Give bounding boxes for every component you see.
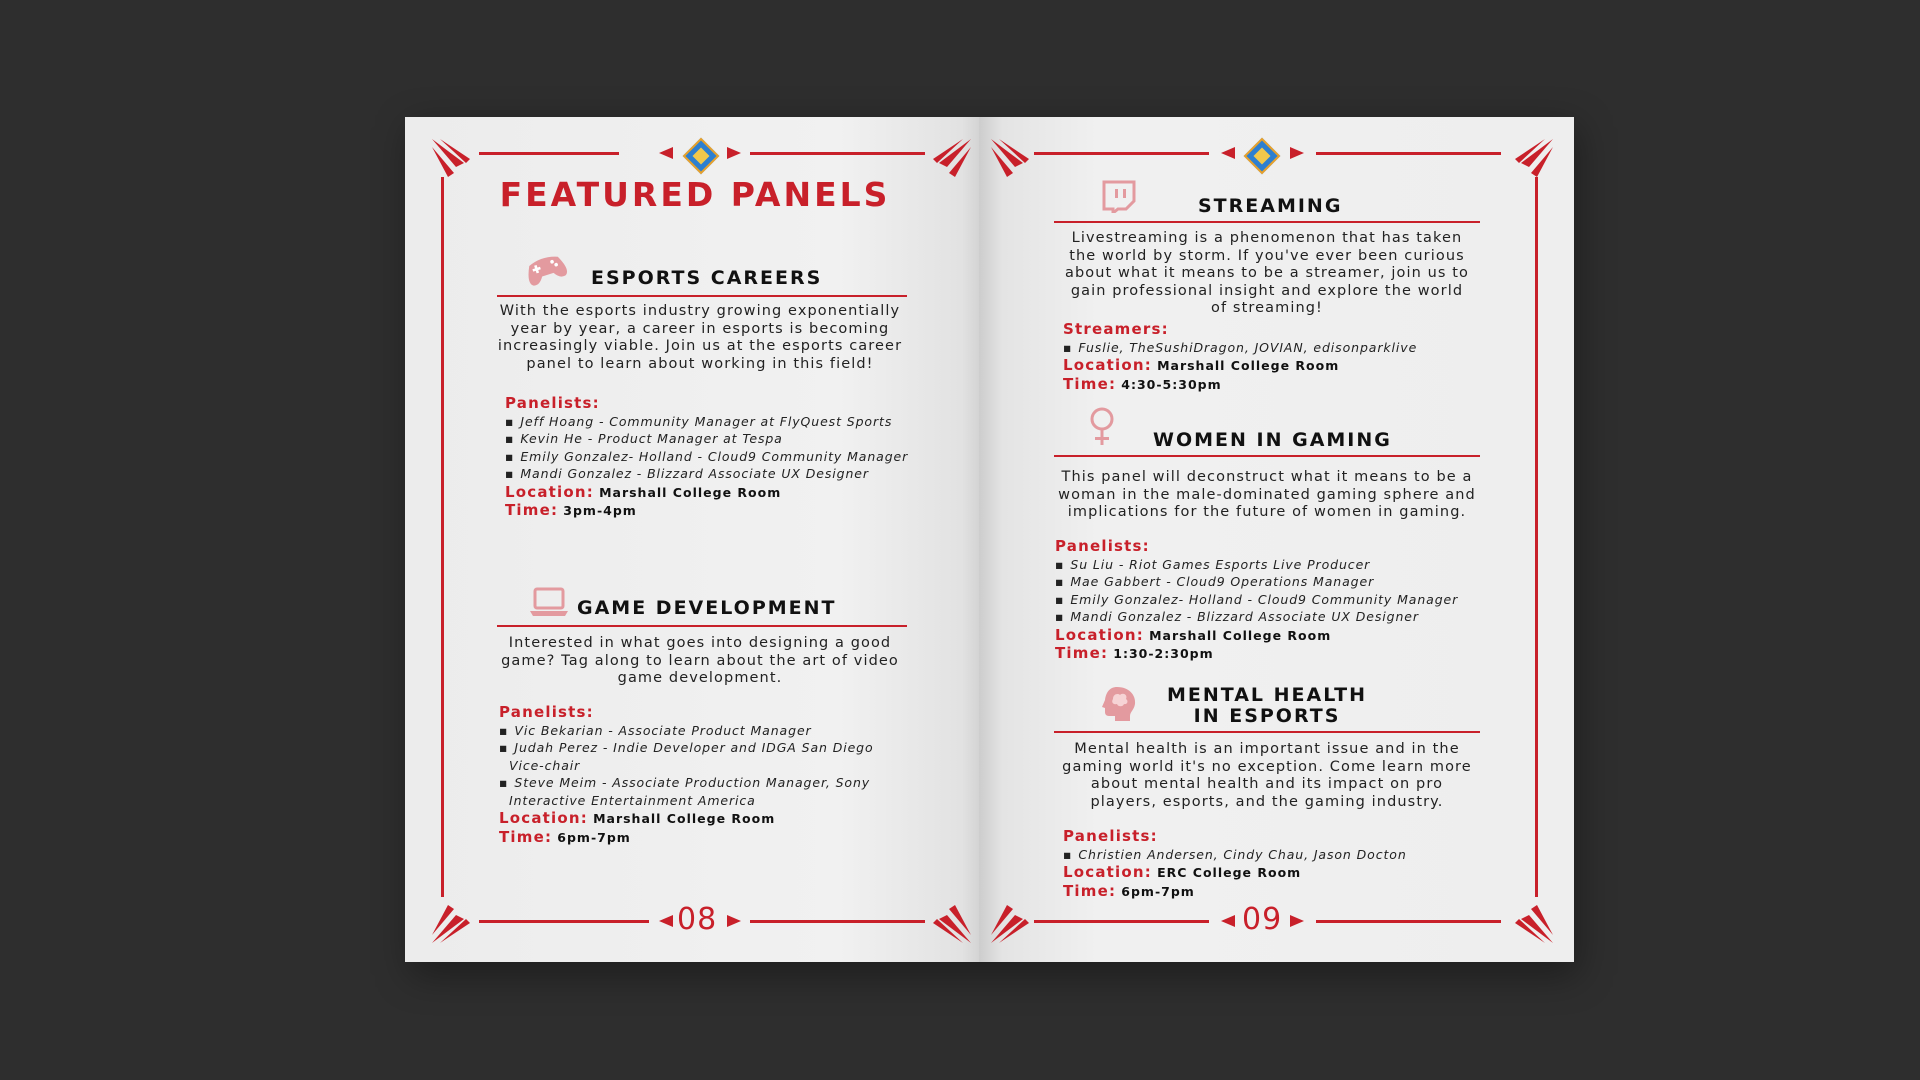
page-number: 09	[1242, 902, 1283, 937]
section-description: This panel will deconstruct what it means to be a woman in the male-dominated gaming sphere and implications for the future of women in gaming.	[1058, 469, 1476, 520]
frame-bottom-line-left	[479, 920, 649, 923]
list-item: ▪ Steve Meim - Associate Production Manager, Sony Interactive Entertainment America	[499, 774, 874, 809]
list-item: ▪ Fuslie, TheSushiDragon, JOVIAN, edisonparklive	[1063, 339, 1417, 357]
time-label: Time:	[1063, 374, 1117, 393]
list-item: ▪ Mandi Gonzalez - Blizzard Associate UX Designer	[505, 465, 908, 483]
panelist-list	[1055, 556, 1458, 626]
panel-details	[1063, 320, 1417, 393]
frame-bottom-arrow-right	[1290, 915, 1304, 927]
page-number: 08	[677, 902, 718, 937]
section-heading-game-development: GAME DEVELOPMENT	[577, 597, 837, 619]
section-rule	[497, 625, 907, 627]
panelists-label: Panelists:	[499, 703, 594, 721]
frame-top-line-left	[479, 152, 619, 155]
frame-right-line	[1535, 177, 1538, 897]
list-item: ▪ Mandi Gonzalez - Blizzard Associate UX Designer	[1055, 608, 1458, 626]
frame-top-line-left	[1034, 152, 1209, 155]
frame-top-line-right	[1316, 152, 1501, 155]
list-item: ▪ Emily Gonzalez- Holland - Cloud9 Community Manager	[505, 448, 908, 466]
panelists-label: Panelists:	[1055, 537, 1150, 555]
corner-ornament-icon	[925, 897, 973, 945]
time-label: Time:	[499, 827, 553, 846]
gamepad-icon	[523, 251, 569, 287]
location-value: Marshall College Room	[1149, 627, 1332, 643]
frame-bottom-line-right	[750, 920, 925, 923]
frame-top-arrow-left	[659, 147, 673, 159]
location-value: Marshall College Room	[599, 484, 782, 500]
location-value: Marshall College Room	[593, 811, 776, 826]
list-item: ▪ Vic Bekarian - Associate Product Manager	[499, 722, 874, 740]
list-item: ▪ Christien Andersen, Cindy Chau, Jason Docton	[1063, 846, 1407, 864]
list-item: ▪ Su Liu - Riot Games Esports Live Producer	[1055, 556, 1458, 574]
panelists-label: Panelists:	[1063, 827, 1158, 845]
time-value: 4:30-5:30pm	[1121, 376, 1222, 392]
frame-left-line	[441, 177, 444, 897]
logo-diamond-icon	[683, 138, 720, 175]
section-heading-streaming: STREAMING	[1198, 195, 1343, 217]
corner-ornament-icon	[989, 897, 1037, 945]
time-label: Time:	[1055, 644, 1109, 662]
list-item: ▪ Judah Perez - Indie Developer and IDGA San Diego Vice-chair	[499, 739, 874, 774]
time-value: 6pm-7pm	[1121, 883, 1195, 899]
panel-details	[1063, 827, 1407, 900]
frame-top-arrow-right	[1290, 147, 1304, 159]
streamers-label: Streamers:	[1063, 320, 1169, 338]
time-value: 6pm-7pm	[557, 829, 631, 845]
list-item: ▪ Emily Gonzalez- Holland - Cloud9 Community Manager	[1055, 591, 1458, 609]
section-rule	[1054, 221, 1480, 223]
section-rule	[497, 295, 907, 297]
streamer-list	[1063, 339, 1417, 357]
list-item: ▪ Mae Gabbert - Cloud9 Operations Manager	[1055, 573, 1458, 591]
logo-diamond-icon	[1244, 138, 1281, 175]
time-value: 1:30-2:30pm	[1113, 646, 1214, 661]
frame-bottom-arrow-left	[659, 915, 673, 927]
frame-top-line-right	[750, 152, 925, 155]
location-label: Location:	[1063, 863, 1152, 881]
section-description: Livestreaming is a phenomenon that has taken the world by storm. If you've ever been curious about what it means to be a streamer, join us to gain professional insight and explore the world of streaming!	[1064, 230, 1470, 316]
female-symbol-icon	[1087, 407, 1117, 449]
location-label: Location:	[499, 809, 588, 827]
corner-ornament-icon	[1507, 137, 1555, 185]
frame-bottom-arrow-left	[1221, 915, 1235, 927]
panel-details	[505, 394, 908, 520]
panelist-list	[505, 413, 908, 483]
location-label: Location:	[1055, 625, 1144, 644]
section-heading-women-in-gaming: WOMEN IN GAMING	[1153, 429, 1392, 451]
panelists-label: Panelists:	[505, 394, 600, 412]
location-label: Location:	[505, 482, 594, 501]
panelist-list	[499, 722, 874, 810]
left-page	[405, 117, 985, 962]
corner-ornament-icon	[1507, 897, 1555, 945]
time-label: Time:	[1063, 881, 1117, 900]
panelist-list	[1063, 846, 1407, 864]
section-rule	[1054, 731, 1480, 733]
frame-top-arrow-left	[1221, 147, 1235, 159]
corner-ornament-icon	[989, 137, 1037, 185]
corner-ornament-icon	[430, 897, 478, 945]
section-description: Mental health is an important issue and in the gaming world it's no exception. Come learn more about mental health and its impact on pro players, esports, and the gaming industry.	[1062, 741, 1472, 810]
frame-bottom-arrow-right	[727, 915, 741, 927]
laptop-icon	[529, 586, 569, 618]
panel-details	[499, 703, 874, 846]
section-description: With the esports industry growing exponentially year by year, a career in esports is becoming increasingly viable. Join us at the esports career panel to learn about working in this field!	[497, 303, 903, 372]
list-item: ▪ Jeff Hoang - Community Manager at FlyQuest Sports	[505, 413, 908, 431]
section-rule	[1054, 455, 1480, 457]
section-heading-esports-careers: ESPORTS CAREERS	[591, 267, 823, 289]
section-heading-mental-health: MENTAL HEALTH IN ESPORTS	[1166, 684, 1368, 727]
page-title: FEATURED PANELS	[499, 175, 891, 214]
location-label: Location:	[1063, 356, 1152, 374]
time-label: Time:	[505, 501, 559, 519]
location-value: ERC College Room	[1157, 865, 1302, 880]
location-value: Marshall College Room	[1157, 358, 1340, 373]
list-item: ▪ Kevin He - Product Manager at Tespa	[505, 430, 908, 448]
twitch-icon	[1101, 179, 1137, 213]
panel-details	[1055, 537, 1458, 663]
frame-bottom-line-left	[1034, 920, 1209, 923]
frame-top-arrow-right	[727, 147, 741, 159]
frame-bottom-line-right	[1316, 920, 1501, 923]
right-page	[979, 117, 1574, 962]
section-description: Interested in what goes into designing a good game? Tag along to learn about the art of video game development.	[501, 635, 899, 686]
time-value: 3pm-4pm	[563, 503, 637, 518]
